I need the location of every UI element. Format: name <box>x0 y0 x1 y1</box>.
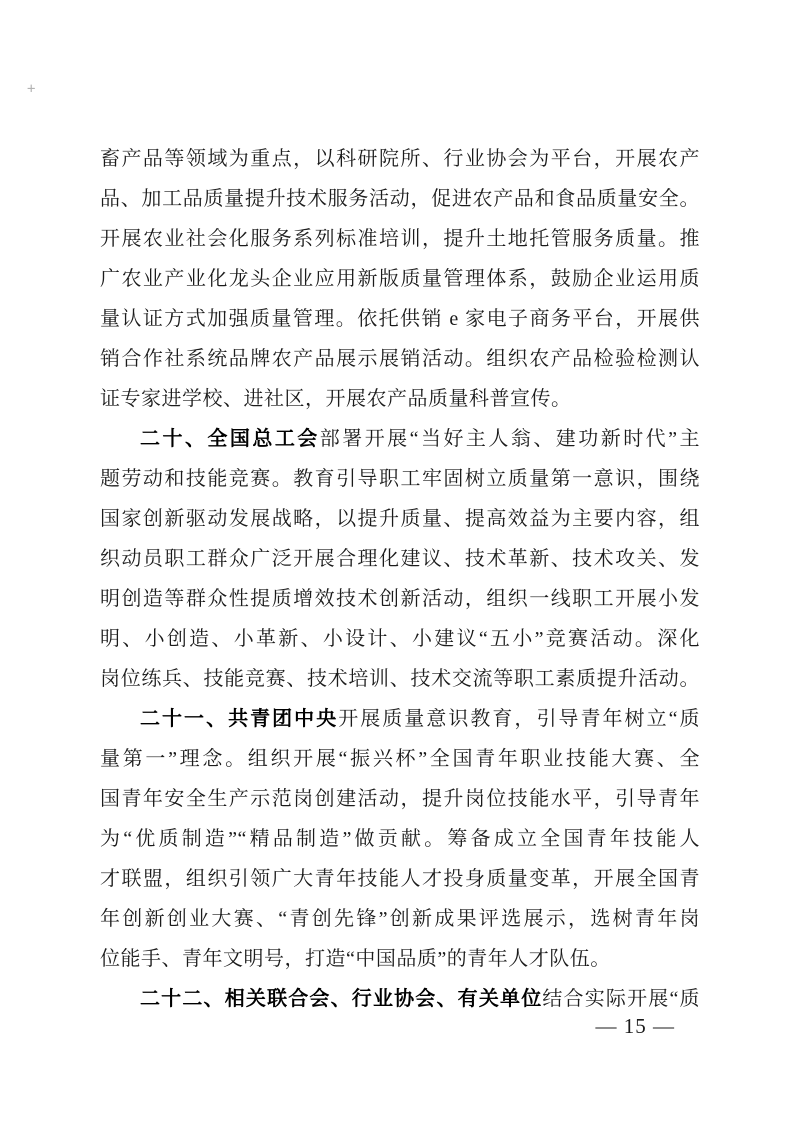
line-text: 才联盟，组织引领广大青年技能人才投身质量变革，开展全国青 <box>100 868 700 890</box>
line-text: 品、加工品质量提升技术服务活动，促进农产品和食品质量安全。 <box>100 188 700 210</box>
text-line <box>100 859 700 899</box>
text-line <box>100 939 700 979</box>
line-text: 部署开展“当好主人翁、建功新时代”主 <box>319 428 700 450</box>
line-text: 国青年安全生产示范岗创建活动，提升岗位技能水平，引导青年 <box>100 788 700 810</box>
section-heading: 二十、全国总工会 <box>140 428 320 450</box>
line-text: 年创新创业大赛、“青创先锋”创新成果评选展示，选树青年岗 <box>100 908 700 930</box>
text-line <box>100 539 700 579</box>
paragraph-continuation <box>100 139 700 419</box>
line-text: 广农业产业化龙头企业应用新版质量管理体系，鼓励企业运用质 <box>100 268 700 290</box>
line-text: 量认证方式加强质量管理。依托供销 e 家电子商务平台，开展供 <box>100 308 700 330</box>
text-line <box>100 339 700 379</box>
text-line <box>100 219 700 259</box>
line-text: 开展质量意识教育，引导青年树立“质 <box>338 708 701 730</box>
text-line <box>100 459 700 499</box>
text-line <box>100 659 700 699</box>
paragraph-section-20 <box>100 419 700 699</box>
line-text: 结合实际开展“质 <box>542 988 700 1010</box>
line-text: 证专家进学校、进社区，开展农产品质量科普宣传。 <box>100 388 572 410</box>
text-line <box>100 179 700 219</box>
line-text: 明、小创造、小革新、小设计、小建议“五小”竞赛活动。深化 <box>100 628 700 650</box>
registration-mark: + <box>27 81 36 97</box>
page-number: — 15 — <box>595 1014 675 1038</box>
section-heading: 二十一、共青团中央 <box>140 708 339 730</box>
text-line <box>100 819 700 859</box>
text-line <box>100 619 700 659</box>
line-text: 岗位练兵、技能竞赛、技术培训、技术交流等职工素质提升活动。 <box>100 668 700 690</box>
text-line <box>100 699 700 739</box>
line-text: 开展农业社会化服务系列标准培训，提升土地托管服务质量。推 <box>100 228 700 250</box>
text-line <box>100 579 700 619</box>
text-line <box>100 259 700 299</box>
text-line <box>100 379 700 419</box>
text-line <box>100 419 700 459</box>
text-line <box>100 299 700 339</box>
line-text: 明创造等群众性提质增效技术创新活动，组织一线职工开展小发 <box>100 588 700 610</box>
text-line <box>100 779 700 819</box>
line-text: 为“优质制造”“精品制造”做贡献。筹备成立全国青年技能人 <box>100 828 700 850</box>
text-line <box>100 499 700 539</box>
line-text: 国家创新驱动发展战略，以提升质量、提高效益为主要内容，组 <box>100 508 700 530</box>
body-text <box>100 139 700 1019</box>
text-line <box>100 899 700 939</box>
line-text: 位能手、青年文明号，打造“中国品质”的青年人才队伍。 <box>100 948 611 970</box>
text-line <box>100 739 700 779</box>
line-text: 量第一”理念。组织开展“振兴杯”全国青年职业技能大赛、全 <box>100 748 700 770</box>
line-text: 畜产品等领域为重点，以科研院所、行业协会为平台，开展农产 <box>100 148 700 170</box>
line-text: 销合作社系统品牌农产品展示展销活动。组织农产品检验检测认 <box>100 348 700 370</box>
line-text: 织动员职工群众广泛开展合理化建议、技术革新、技术攻关、发 <box>100 548 700 570</box>
section-heading: 二十二、相关联合会、行业协会、有关单位 <box>140 988 543 1010</box>
paragraph-section-21 <box>100 699 700 979</box>
line-text: 题劳动和技能竞赛。教育引导职工牢固树立质量第一意识，围绕 <box>100 468 700 490</box>
text-line <box>100 139 700 179</box>
